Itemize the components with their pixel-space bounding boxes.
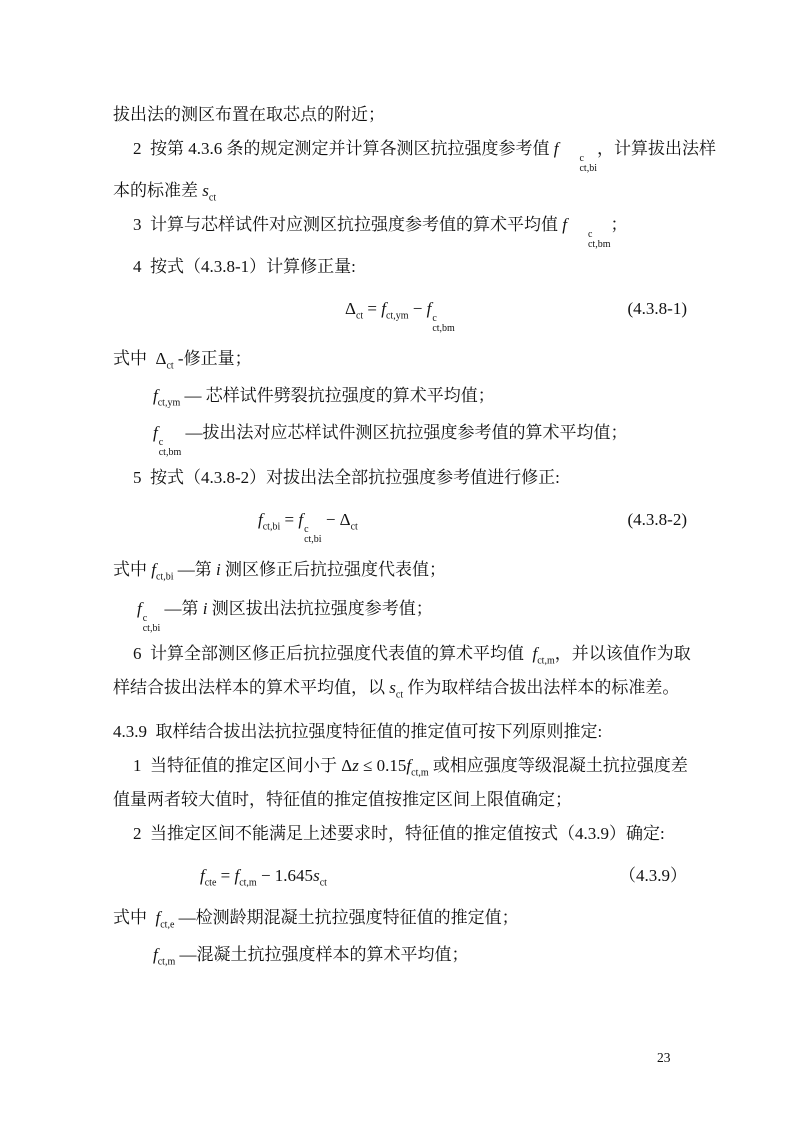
- formula: [113, 292, 687, 334]
- text-line: [113, 461, 687, 495]
- text-run: 或相应强度等级混凝土抗拉强度差: [428, 756, 688, 775]
- math-variable: s: [313, 866, 320, 885]
- text-line: [113, 553, 687, 587]
- subscript: ct,m: [411, 767, 429, 779]
- subscript: ct: [166, 360, 174, 372]
- formula: [113, 859, 687, 893]
- text-line: [113, 749, 687, 783]
- subscript: ct: [350, 521, 358, 533]
- subscript: ct: [319, 877, 327, 889]
- superscript-subscript-stack: c ct,bi: [579, 153, 597, 174]
- math-variable: i: [215, 560, 221, 579]
- superscript-subscript-stack: c ct,bm: [158, 437, 182, 458]
- subscript: ct,m: [157, 956, 176, 968]
- text-line: [113, 715, 687, 749]
- text-line: [113, 342, 687, 376]
- subscript: ct: [395, 689, 404, 701]
- text-run: =: [216, 866, 235, 885]
- text-line: [153, 938, 687, 972]
- text-run: 测区修正后抗拉强度代表值；: [220, 560, 446, 579]
- math-variable: z: [352, 756, 359, 775]
- math-variable: f: [532, 644, 538, 663]
- math-variable: f: [234, 866, 240, 885]
- formula: [113, 503, 687, 545]
- math-variable: s: [389, 678, 396, 697]
- text-line: [153, 379, 687, 413]
- text-run: 值量两者较大值时，特征值的推定值按推定区间上限值确定；: [113, 790, 572, 809]
- equation-number: （4.3.9）: [619, 866, 687, 885]
- text-run: —检测龄期混凝土抗拉强度特征值的推定值；: [174, 908, 519, 927]
- text-line: [113, 174, 687, 208]
- text-run: 2 按第 4.3.6 条的规定测定并计算各测区抗拉强度参考值: [133, 139, 554, 158]
- subscript: ct: [355, 310, 364, 322]
- text-run: 4 按式（4.3.8-1）计算修正量:: [133, 257, 356, 276]
- formula-math: [200, 859, 327, 893]
- subscript: cte: [204, 877, 217, 889]
- math-variable: f: [562, 215, 567, 234]
- text-run: —拔出法对应芯样试件测区抗拉强度参考值的算术平均值；: [181, 423, 628, 442]
- document-content: [113, 98, 716, 975]
- text-line: [137, 592, 687, 634]
- equation-number: (4.3.8-2): [627, 510, 687, 529]
- text-run: ；: [610, 215, 628, 234]
- superscript-subscript-stack: c ct,bi: [142, 613, 161, 634]
- text-run: 3 计算与芯样试件对应测区抗拉强度参考值的算术平均值: [133, 215, 563, 234]
- text-run: 样结合拔出法样本的算术平均值，以: [113, 678, 390, 697]
- math-variable: f: [153, 386, 158, 405]
- subscript: ct,bi: [155, 571, 174, 583]
- math-variable: f: [298, 510, 304, 529]
- subscript: ct,m: [239, 877, 257, 889]
- text-line: [113, 250, 687, 284]
- text-run: =: [280, 510, 299, 529]
- subscript: ct,m: [537, 655, 555, 667]
- text-line: [113, 637, 691, 671]
- subscript: ct,bi: [262, 521, 281, 533]
- math-variable: f: [258, 510, 263, 529]
- page-number: 23: [657, 1050, 671, 1065]
- text-run: ≤ 0.15: [358, 756, 407, 775]
- math-variable: f: [153, 423, 158, 442]
- text-run: 1 当特征值的推定区间小于 Δ: [133, 756, 353, 775]
- text-line: [113, 208, 687, 250]
- text-run: 本的标准差: [113, 181, 203, 200]
- subscript: ct,ym: [157, 397, 181, 409]
- superscript-subscript-stack: c ct,bm: [432, 313, 455, 334]
- equation-number: (4.3.8-1): [627, 299, 687, 318]
- subscript: ct,e: [160, 919, 175, 931]
- math-variable: f: [155, 908, 161, 927]
- text-run: 式中: [113, 560, 152, 579]
- text-run: 4.3.9 取样结合拔出法抗拉强度特征值的推定值可按下列原则推定:: [113, 722, 603, 741]
- text-line: [113, 783, 687, 817]
- math-variable: i: [202, 599, 208, 618]
- text-line: [153, 416, 687, 458]
- text-run: —第: [160, 599, 203, 618]
- subscript: ct: [208, 192, 217, 204]
- subscript: ct,ym: [385, 310, 409, 322]
- text-line: [113, 132, 716, 174]
- math-variable: f: [151, 560, 156, 579]
- text-run: − 1.645: [256, 866, 314, 885]
- math-variable: f: [381, 299, 386, 318]
- superscript-subscript-stack: c ct,bi: [304, 524, 322, 545]
- text-run: ，并以该值作为取: [554, 644, 691, 663]
- math-variable: f: [153, 945, 158, 964]
- math-variable: f: [406, 756, 412, 775]
- math-variable: f: [426, 299, 432, 318]
- text-line: [113, 671, 687, 705]
- text-run: ，计算拔出法样: [596, 139, 716, 158]
- math-variable: f: [553, 139, 559, 158]
- text-run: − Δ: [321, 510, 351, 529]
- formula-math: [345, 292, 455, 334]
- math-variable: s: [202, 181, 209, 200]
- text-run: 5 按式（4.3.8-2）对拔出法全部抗拉强度参考值进行修正:: [133, 468, 560, 487]
- text-line: [113, 901, 687, 935]
- text-run: — 芯样试件劈裂抗拉强度的算术平均值；: [180, 386, 495, 405]
- text-run: 2 当推定区间不能满足上述要求时，特征值的推定值按式（4.3.9）确定:: [133, 824, 665, 843]
- text-run: 拔出法的测区布置在取芯点的附近；: [113, 105, 385, 124]
- math-variable: f: [200, 866, 205, 885]
- text-run: =: [363, 299, 382, 318]
- text-run: 作为取样结合拔出法样本的标准差。: [403, 678, 680, 697]
- formula-math: [258, 503, 358, 545]
- text-line: [113, 817, 687, 851]
- text-run: —混凝土抗拉强度样本的算术平均值；: [175, 945, 469, 964]
- superscript-subscript-stack: c ct,bm: [587, 229, 611, 250]
- text-run: Δ: [345, 299, 356, 318]
- text-run: 式中: [113, 908, 156, 927]
- text-run: 6 计算全部测区修正后抗拉强度代表值的算术平均值: [133, 644, 533, 663]
- math-variable: f: [137, 599, 142, 618]
- text-run: −: [408, 299, 427, 318]
- text-line: [113, 98, 687, 132]
- text-run: 测区拔出法抗拉强度参考值；: [207, 599, 433, 618]
- text-run: -修正量；: [173, 349, 252, 368]
- text-run: —第: [173, 560, 216, 579]
- text-run: 式中 Δ: [113, 349, 167, 368]
